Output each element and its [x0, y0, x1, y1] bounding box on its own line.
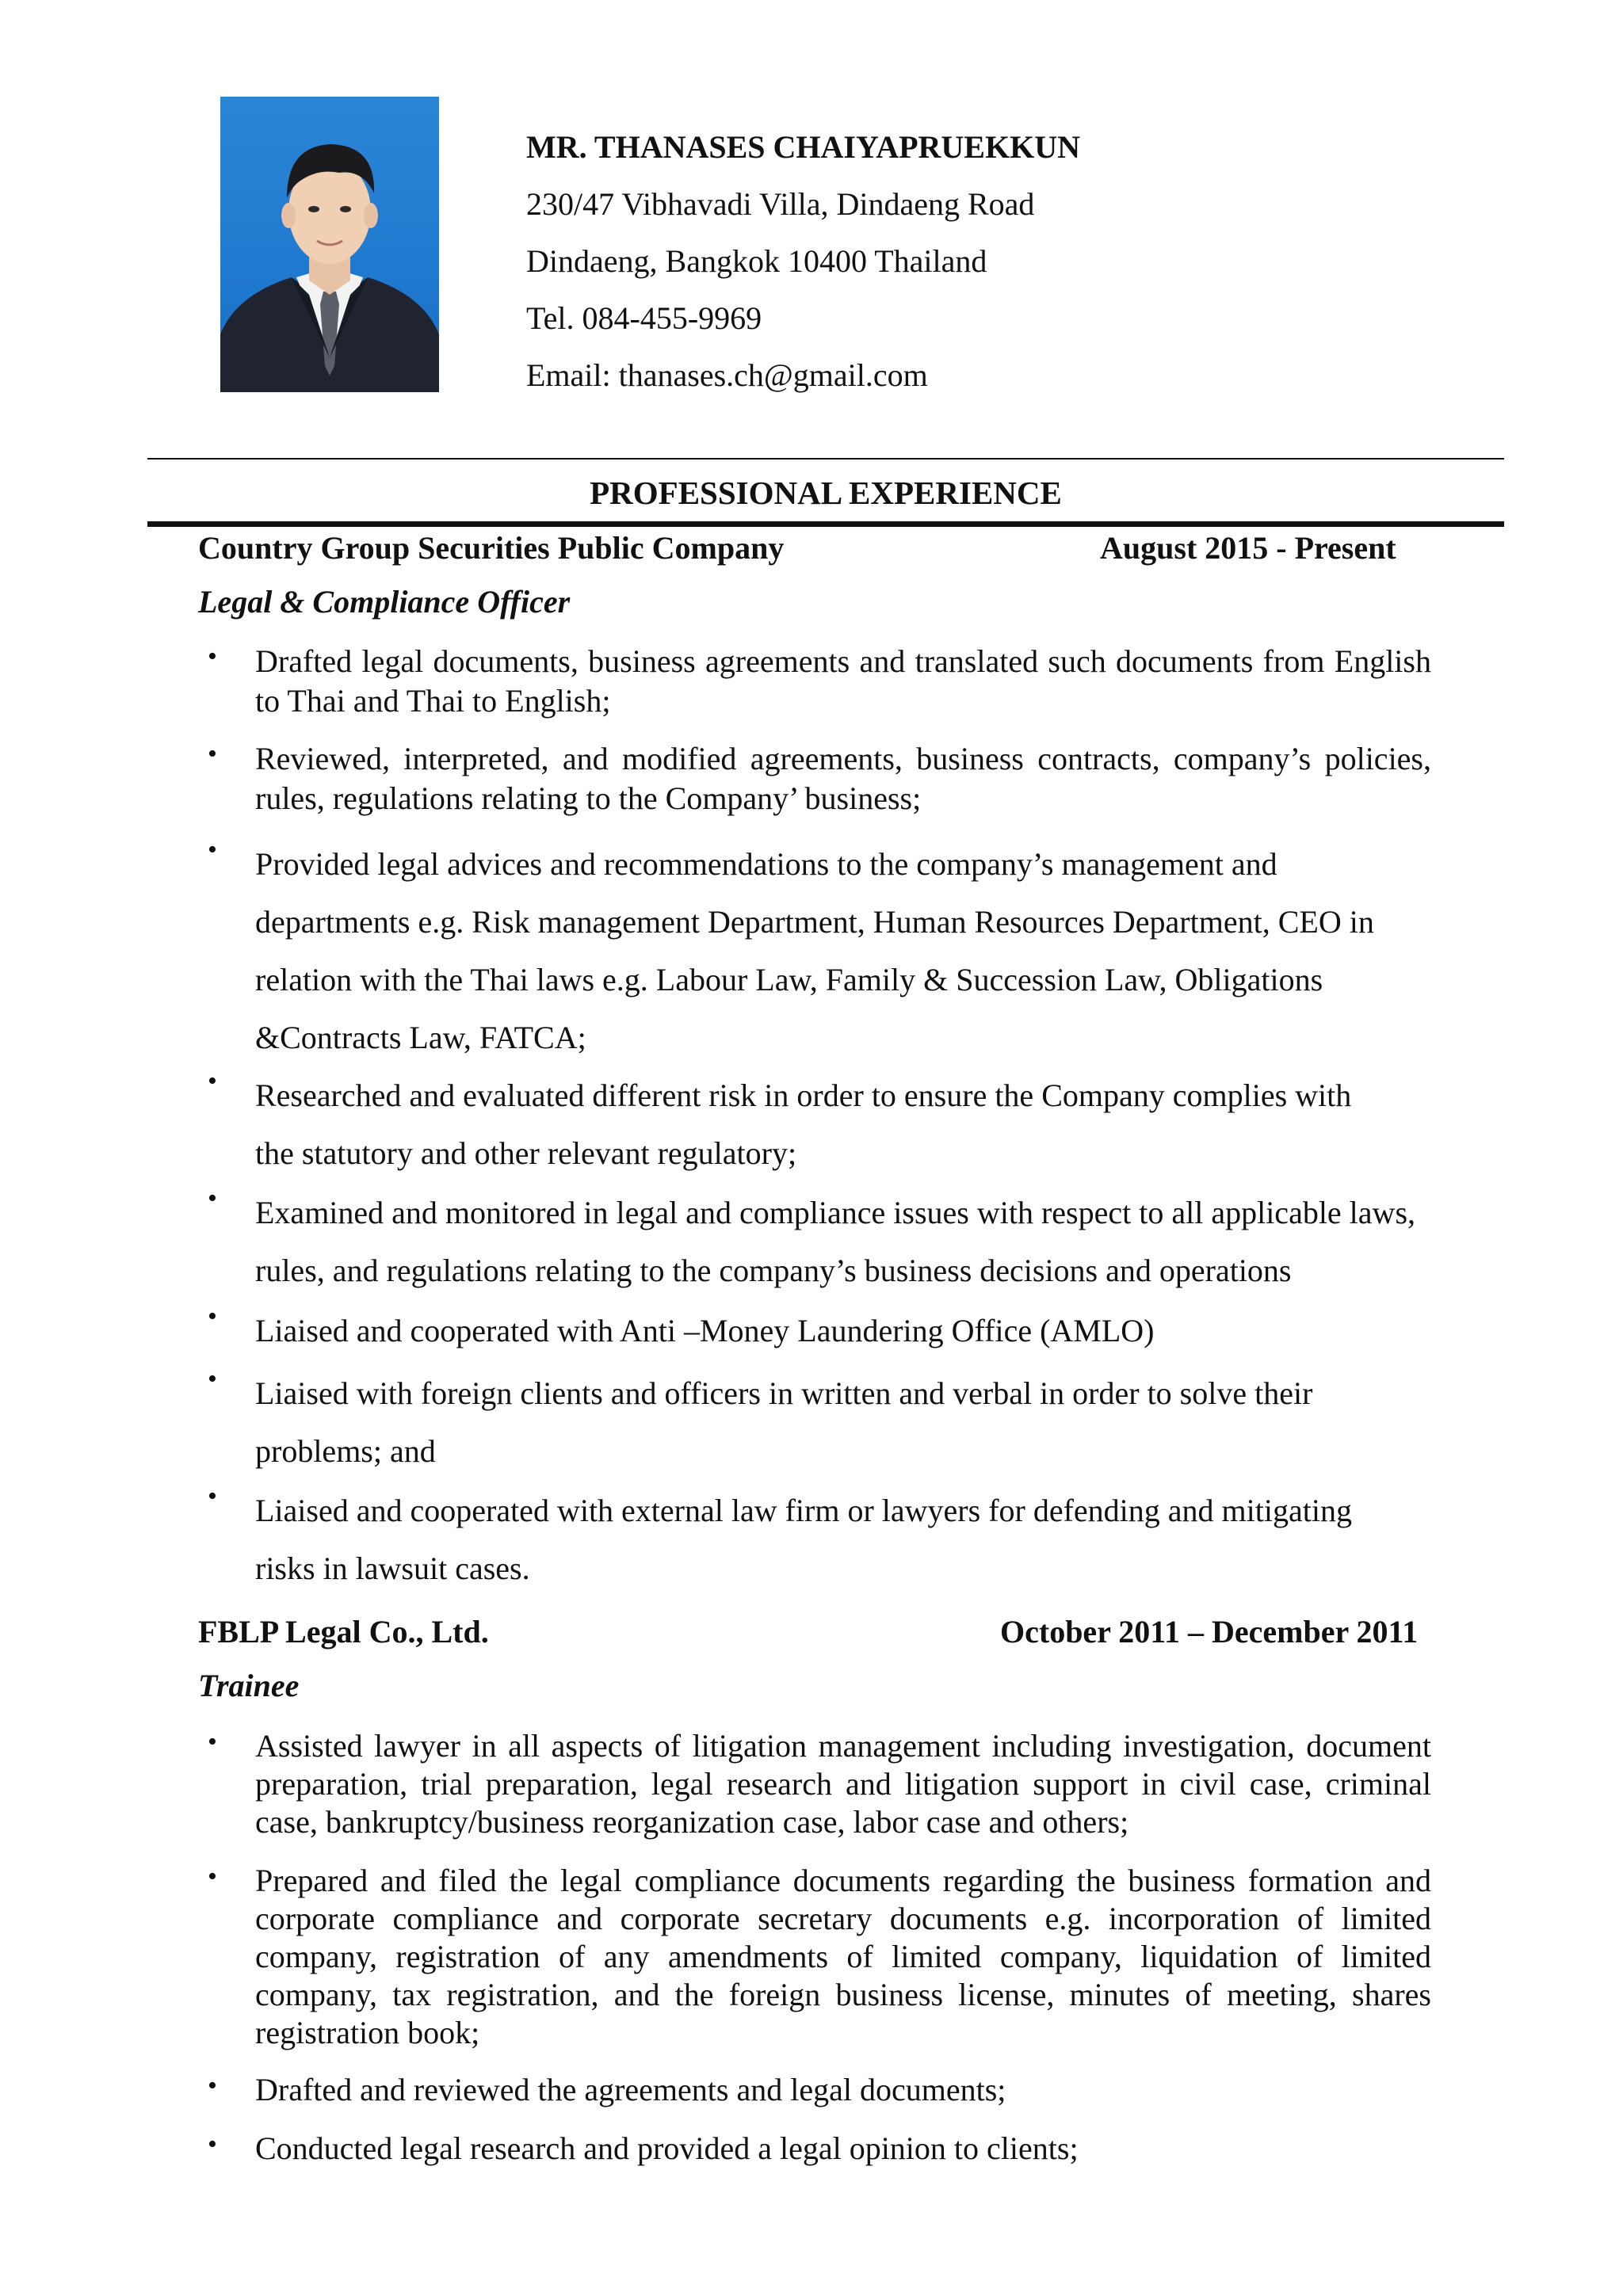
- applicant-name: MR. THANASES CHAIYAPRUEKKUN: [526, 129, 1080, 165]
- job-2-title: Trainee: [198, 1668, 300, 1703]
- bullet-icon: •: [208, 1862, 217, 1891]
- bullet-icon: •: [208, 2130, 217, 2159]
- bullet-icon: •: [208, 739, 217, 769]
- section-divider-bottom: [147, 521, 1504, 527]
- bullet-text: Examined and monitored in legal and compliance issues with respect to all applicable laws, rules, and regulations relating to the company’s business decisions and operations: [255, 1195, 1416, 1288]
- bullet-icon: •: [208, 1302, 217, 1331]
- bullet-icon: •: [208, 1482, 217, 1511]
- phone-number: Tel. 084-455-9969: [526, 300, 762, 336]
- bullet-text: Assisted lawyer in all aspects of litigation management including investigation, document preparation, trial preparation, legal research and litigation support in civil case, criminal case, bankruptcy/business reorganization case, labor case and others;: [255, 1728, 1431, 1840]
- job-1-title: Legal & Compliance Officer: [198, 584, 571, 620]
- bullet-text: Provided legal advices and recommendations to the company’s management and departments e.g. Risk management Department, Human Resources Department, CEO in relation with the Thai laws e.g. Labour Law, Family & Succession Law, Obligations &Contracts Law, FATCA;: [255, 846, 1374, 1055]
- address-line-1: 230/47 Vibhavadi Villa, Dindaeng Road: [526, 186, 1035, 222]
- job-2-company: FBLP Legal Co., Ltd.: [198, 1614, 489, 1650]
- job-1-dates: August 2015 - Present: [1100, 530, 1396, 566]
- bullet-icon: •: [208, 1727, 217, 1756]
- section-divider-top: [147, 458, 1504, 460]
- bullet-text: Prepared and filed the legal compliance documents regarding the business formation and corporate compliance and corporate secretary documents e.g. incorporation of limited company, registration of any amendments of limited company, liquidation of limited company, tax registration, and the foreign business license, minutes of meeting, shares registration book;: [255, 1863, 1431, 2050]
- bullet-text: Researched and evaluated different risk in order to ensure the Company complies with the statutory and other relevant regulatory;: [255, 1077, 1352, 1171]
- bullet-text: Drafted and reviewed the agreements and legal documents;: [255, 2072, 1006, 2107]
- profile-photo: [220, 97, 439, 392]
- bullet-icon: •: [208, 1364, 217, 1394]
- bullet-icon: •: [208, 1184, 217, 1213]
- bullet-icon: •: [208, 642, 217, 671]
- address-line-2: Dindaeng, Bangkok 10400 Thailand: [526, 243, 987, 279]
- bullet-icon: •: [208, 835, 217, 864]
- bullet-icon: •: [208, 1066, 217, 1096]
- email-address: Email: thanases.ch@gmail.com: [526, 357, 928, 393]
- bullet-text: Reviewed, interpreted, and modified agreements, business contracts, company’s policies, rules, regulations relating to the Company’ business;: [255, 741, 1431, 816]
- job-2-dates: October 2011 – December 2011: [1000, 1614, 1419, 1650]
- job-1-company: Country Group Securities Public Company: [198, 530, 785, 566]
- bullet-text: Conducted legal research and provided a legal opinion to clients;: [255, 2130, 1079, 2166]
- bullet-text: Liaised and cooperated with Anti –Money Laundering Office (AMLO): [255, 1313, 1155, 1348]
- contact-block: [526, 119, 1080, 404]
- section-title-professional-experience: PROFESSIONAL EXPERIENCE: [590, 475, 1062, 511]
- person-portrait-image: [220, 97, 439, 392]
- bullet-text: Liaised and cooperated with external law firm or lawyers for defending and mitigating risks in lawsuit cases.: [255, 1493, 1352, 1586]
- bullet-icon: •: [208, 2071, 217, 2100]
- bullet-text: Drafted legal documents, business agreements and translated such documents from English to Thai and Thai to English;: [255, 643, 1431, 719]
- bullet-text: Liaised with foreign clients and officers in written and verbal in order to solve their problems; and: [255, 1375, 1313, 1469]
